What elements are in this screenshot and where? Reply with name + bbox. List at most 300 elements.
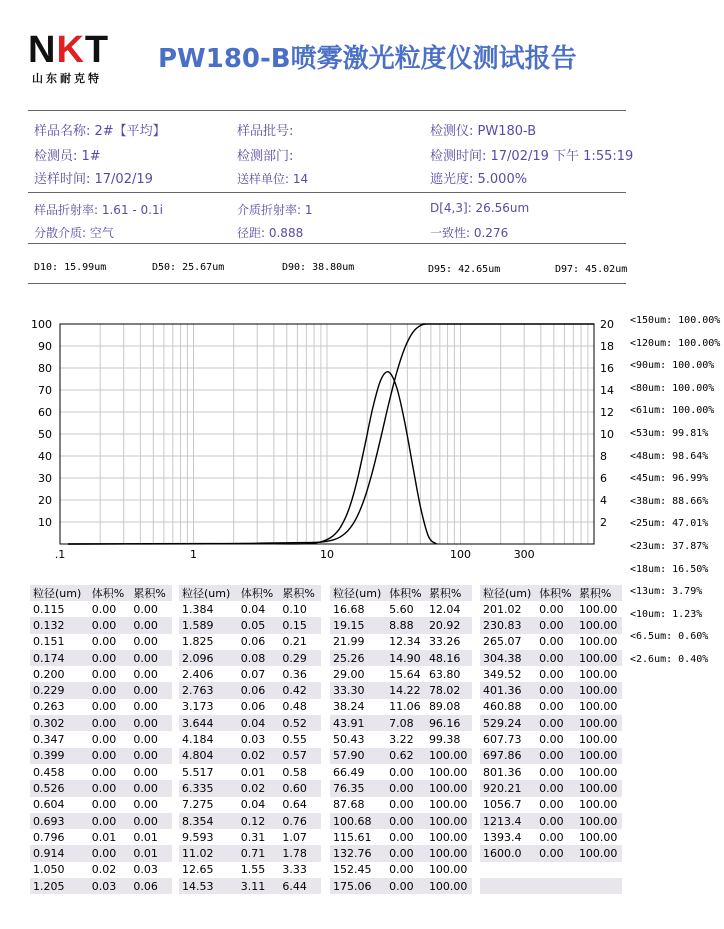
table-row [30, 780, 172, 796]
table-cell: 100.00 [576, 682, 622, 698]
table-cell: 3.644 [179, 715, 238, 731]
table-header-cell: 累积% [426, 585, 472, 601]
table-cell: 12.34 [389, 635, 421, 649]
table-cell: 50.43 [333, 733, 365, 747]
table-cell: 0.05 [238, 617, 280, 633]
y-left-tick-label: 50 [38, 428, 52, 441]
table-cell: 0.132 [30, 617, 89, 633]
table-cell: 0.76 [279, 813, 321, 829]
table-row [179, 699, 321, 715]
table-row [179, 634, 321, 650]
table-row [30, 797, 172, 813]
size-table [330, 585, 472, 894]
y-right-tick-label: 2 [600, 516, 607, 529]
table-cell: 0.00 [536, 845, 576, 861]
y-right-tick-label: 8 [600, 450, 607, 463]
table-cell: 100.00 [578, 700, 618, 714]
table-cell: 265.07 [483, 635, 522, 649]
table-header-cell: 粒径(um) [30, 585, 89, 601]
table-row [179, 797, 321, 813]
table-cell: 0.04 [240, 602, 266, 616]
y-left-tick-label: 60 [38, 406, 52, 419]
table-cell: 0.00 [539, 733, 564, 747]
sample-name: 样品名称: 2#【平均】 [34, 124, 166, 139]
table-cell: 0.57 [279, 748, 321, 764]
cumulative-item: <13um: 3.79% [630, 586, 703, 598]
table-cell: 0.55 [282, 733, 307, 747]
table-cell: 100.00 [428, 798, 468, 812]
chart-axes [31, 318, 614, 561]
sample-batch: 样品批号: [237, 124, 294, 139]
table-header-cell: 累积% [279, 585, 321, 601]
table-cell: 66.49 [333, 765, 365, 779]
table-cell: 99.38 [428, 733, 461, 747]
table-cell: 0.36 [282, 667, 307, 681]
table-cell: 0.04 [238, 715, 280, 731]
table-row [30, 650, 172, 666]
table-cell: 0.302 [30, 715, 89, 731]
table-cell: 0.00 [130, 617, 172, 633]
logo-subtitle: 山东耐克特 [32, 72, 102, 85]
table-cell: 100.00 [578, 667, 618, 681]
send-unit: 送样单位: 14 [237, 172, 309, 186]
table-cell: 0.00 [536, 748, 576, 764]
table-cell: 0.01 [240, 765, 266, 779]
table-cell: 7.08 [386, 715, 426, 731]
table-cell: 0.00 [91, 798, 117, 812]
table-cell: 0.458 [33, 765, 65, 779]
table-cell: 0.08 [238, 650, 280, 666]
table-cell: 0.00 [91, 733, 117, 747]
table-row [330, 682, 472, 698]
table-cell: 0.60 [279, 780, 321, 796]
table-cell: 1600.0 [480, 845, 536, 861]
table-cell: 0.29 [279, 650, 321, 666]
table-cell [536, 878, 576, 894]
table-cell: 0.00 [389, 863, 414, 877]
table-cell: 0.00 [536, 780, 576, 796]
table-cell: 0.00 [89, 780, 131, 796]
table-cell: 2.406 [182, 667, 214, 681]
table-row [480, 731, 622, 747]
table-cell: 304.38 [480, 650, 536, 666]
table-cell: 11.02 [179, 845, 238, 861]
cumulative-item: <90um: 100.00% [630, 360, 715, 372]
table-cell: 0.796 [33, 830, 65, 844]
divider [28, 283, 626, 284]
table-cell: 100.00 [578, 602, 618, 616]
cumulative-item: <10um: 1.23% [630, 608, 703, 620]
table-cell: 21.99 [333, 635, 365, 649]
table-cell: 0.00 [386, 780, 426, 796]
table-row [179, 845, 321, 861]
y-right-tick-label: 6 [600, 472, 607, 485]
cumulative-item: <6.5um: 0.60% [630, 631, 709, 643]
table-cell: 0.02 [91, 863, 117, 877]
table-row [480, 780, 622, 796]
table-row [179, 878, 321, 894]
table-cell: 100.00 [578, 733, 618, 747]
report-title: PW180-B喷雾激光粒度仪测试报告 [158, 44, 577, 74]
d95-value: D95: 42.65um [428, 264, 501, 275]
table-cell: 7.275 [182, 798, 214, 812]
table-row [30, 748, 172, 764]
table-cell: 0.01 [130, 845, 172, 861]
table-cell: 697.86 [480, 748, 536, 764]
table-row [179, 780, 321, 796]
table-cell: 0.00 [539, 635, 564, 649]
table-cell: 0.00 [91, 635, 117, 649]
table-cell: 100.00 [426, 845, 472, 861]
table-cell: 0.12 [238, 813, 280, 829]
table-row [330, 829, 472, 845]
table-row [179, 748, 321, 764]
table-cell: 801.36 [483, 765, 522, 779]
table-row [330, 601, 472, 617]
table-header-cell: 体积% [386, 585, 426, 601]
table-cell: 63.80 [428, 667, 461, 681]
table-row [30, 764, 172, 780]
table-cell: 132.76 [330, 845, 386, 861]
table-row [330, 634, 472, 650]
table-cell: 25.26 [330, 650, 386, 666]
table-cell: 201.02 [483, 602, 522, 616]
cumulative-item: <18um: 16.50% [630, 563, 709, 575]
y-right-tick-label: 4 [600, 494, 607, 507]
table-cell: 0.00 [130, 650, 172, 666]
table-cell: 1056.7 [483, 798, 522, 812]
table-cell: 0.00 [89, 715, 131, 731]
table-cell [480, 878, 536, 894]
table-row [179, 650, 321, 666]
table-cell: 6.335 [179, 780, 238, 796]
y-left-tick-label: 90 [38, 340, 52, 353]
table-cell: 0.00 [91, 602, 117, 616]
table-row [330, 748, 472, 764]
table-cell: 0.151 [33, 635, 65, 649]
table-cell: 100.00 [576, 748, 622, 764]
table-cell: 0.00 [130, 813, 172, 829]
table-cell: 0.04 [240, 798, 266, 812]
table-cell: 20.92 [426, 617, 472, 633]
table-header-row [30, 585, 172, 601]
table-cell: 0.02 [238, 748, 280, 764]
table-row [330, 845, 472, 861]
table-row [480, 878, 622, 894]
table-cell: 100.00 [578, 798, 618, 812]
table-cell: 1.050 [33, 863, 65, 877]
table-cell: 0.06 [240, 700, 266, 714]
table-header-cell: 累积% [576, 585, 622, 601]
table-cell: 4.804 [179, 748, 238, 764]
cumulative-item: <61um: 100.00% [630, 405, 715, 417]
table-cell: 0.06 [240, 635, 266, 649]
table-header-cell: 粒径(um) [330, 585, 386, 601]
table-cell: 100.00 [576, 845, 622, 861]
table-cell: 0.00 [539, 667, 564, 681]
table-cell: 0.00 [386, 878, 426, 894]
table-cell: 0.914 [30, 845, 89, 861]
table-cell [576, 862, 622, 878]
table-cell: 0.00 [539, 830, 564, 844]
table-cell: 0.229 [30, 682, 89, 698]
table-row [480, 813, 622, 829]
table-row [330, 813, 472, 829]
table-cell: 0.00 [536, 813, 576, 829]
table-cell: 100.00 [578, 830, 618, 844]
table-cell: 0.00 [133, 765, 158, 779]
table-cell: 1.589 [179, 617, 238, 633]
table-cell: 0.00 [133, 733, 158, 747]
table-cell: 11.06 [389, 700, 421, 714]
table-cell: 0.00 [91, 700, 117, 714]
table-cell: 0.06 [130, 878, 172, 894]
table-row [480, 715, 622, 731]
table-cell: 100.00 [576, 813, 622, 829]
cumulative-item: <23um: 37.87% [630, 541, 709, 552]
table-cell: 0.10 [282, 602, 307, 616]
table-cell: 100.00 [426, 878, 472, 894]
table-cell: 3.33 [282, 863, 307, 877]
x-tick-label: 1 [190, 548, 197, 561]
cumulative-item: <48um: 98.64% [630, 450, 709, 462]
table-cell: 0.00 [133, 667, 158, 681]
table-row [30, 634, 172, 650]
cumulative-item: <25um: 47.01% [630, 518, 709, 530]
table-row [480, 634, 622, 650]
table-row [30, 682, 172, 698]
table-header-cell: 体积% [536, 585, 576, 601]
table-header-row [480, 585, 622, 601]
y-left-tick-label: 20 [38, 494, 52, 507]
table-cell: 19.15 [330, 617, 386, 633]
table-row [30, 862, 172, 878]
table-cell: 0.00 [89, 650, 131, 666]
table-cell: 0.06 [238, 682, 280, 698]
table-row [330, 617, 472, 633]
table-cell: 0.48 [282, 700, 307, 714]
y-left-tick-label: 80 [38, 362, 52, 375]
table-cell: 0.07 [240, 667, 266, 681]
table-cell: 2.763 [179, 682, 238, 698]
table-cell: 0.01 [91, 830, 117, 844]
department: 检测部门: [237, 149, 294, 164]
table-cell: 100.00 [428, 765, 468, 779]
table-cell: 0.174 [30, 650, 89, 666]
table-cell: 0.00 [536, 715, 576, 731]
table-row [330, 715, 472, 731]
table-cell: 48.16 [426, 650, 472, 666]
x-tick-label: .1 [54, 548, 66, 561]
table-cell: 100.00 [578, 765, 618, 779]
table-cell: 0.00 [536, 617, 576, 633]
sample-refractive-index: 样品折射率: 1.61 - 0.1i [34, 203, 163, 217]
table-cell: 0.58 [282, 765, 307, 779]
table-cell: 230.83 [480, 617, 536, 633]
table-cell: 100.00 [426, 780, 472, 796]
table-row [480, 682, 622, 698]
table-cell: 460.88 [483, 700, 522, 714]
table-cell: 0.604 [33, 798, 65, 812]
size-table [480, 585, 622, 894]
table-cell: 0.00 [89, 845, 131, 861]
table-header-cell: 累积% [130, 585, 172, 601]
d43-value: D[4,3]: 26.56um [430, 201, 530, 215]
table-cell: 1.55 [240, 863, 266, 877]
table-cell: 0.00 [130, 715, 172, 731]
table-cell: 33.26 [428, 635, 461, 649]
table-row [30, 813, 172, 829]
d10-value: D10: 15.99um [34, 262, 107, 273]
table-header-cell: 粒径(um) [480, 585, 536, 601]
y-right-tick-label: 10 [600, 428, 614, 441]
table-cell: 0.115 [33, 602, 65, 616]
table-row [30, 731, 172, 747]
inspector: 检测员: 1# [34, 149, 101, 164]
table-cell [576, 878, 622, 894]
table-cell: 38.24 [333, 700, 365, 714]
table-cell: 0.347 [33, 733, 65, 747]
table-row [480, 617, 622, 633]
table-cell: 0.00 [133, 602, 158, 616]
table-header-row [179, 585, 321, 601]
table-cell: 1.78 [279, 845, 321, 861]
table-cell: 1393.4 [483, 830, 522, 844]
table-row [30, 715, 172, 731]
particle-size-chart [28, 312, 623, 570]
table-row [330, 764, 472, 780]
y-right-tick-label: 14 [600, 384, 614, 397]
table-cell: 100.68 [330, 813, 386, 829]
table-cell: 0.00 [130, 748, 172, 764]
table-cell: 115.61 [333, 830, 372, 844]
table-row [330, 731, 472, 747]
table-row [179, 682, 321, 698]
table-cell: 0.52 [279, 715, 321, 731]
table-row [330, 878, 472, 894]
table-cell: 0.00 [89, 748, 131, 764]
table-cell: 0.00 [539, 765, 564, 779]
medium-refractive-index: 介质折射率: 1 [237, 203, 313, 217]
table-cell [480, 862, 536, 878]
table-cell: 0.00 [133, 635, 158, 649]
table-cell: 5.517 [182, 765, 214, 779]
table-cell: 3.173 [182, 700, 214, 714]
table-row [179, 731, 321, 747]
table-row [330, 780, 472, 796]
table-row [30, 878, 172, 894]
table-header-cell: 体积% [89, 585, 131, 601]
cumulative-item: <80um: 100.00% [630, 382, 715, 394]
dispersant: 分散介质: 空气 [34, 226, 114, 240]
table-row [330, 797, 472, 813]
table-cell: 29.00 [333, 667, 365, 681]
table-cell: 16.68 [333, 602, 365, 616]
table-row [30, 601, 172, 617]
table-cell: 78.02 [426, 682, 472, 698]
table-cell: 0.03 [240, 733, 266, 747]
table-row [179, 862, 321, 878]
d97-value: D97: 45.02um [555, 264, 628, 275]
table-cell: 401.36 [480, 682, 536, 698]
table-cell: 0.42 [279, 682, 321, 698]
cumulative-item: <38um: 88.66% [630, 495, 709, 507]
table-row [30, 699, 172, 715]
table-row [30, 666, 172, 682]
y-right-tick-label: 18 [600, 340, 614, 353]
table-cell: 0.00 [539, 798, 564, 812]
table-cell: 3.22 [389, 733, 414, 747]
table-cell: 100.00 [426, 748, 472, 764]
table-cell: 0.00 [91, 667, 117, 681]
cumulative-item: <45um: 96.99% [630, 473, 709, 485]
table-row [330, 699, 472, 715]
table-row [30, 845, 172, 861]
table-cell: 0.03 [89, 878, 131, 894]
table-row [480, 845, 622, 861]
table-cell: 2.096 [179, 650, 238, 666]
table-row [480, 764, 622, 780]
table-cell: 14.90 [386, 650, 426, 666]
y-right-tick-label: 16 [600, 362, 614, 375]
table-row [179, 601, 321, 617]
y-right-tick-label: 20 [600, 318, 614, 331]
table-cell: 8.88 [386, 617, 426, 633]
table-cell: 14.53 [179, 878, 238, 894]
cumulative-item: <150um: 100.00% [630, 315, 721, 326]
table-row [480, 862, 622, 878]
table-row [179, 715, 321, 731]
table-header-row [330, 585, 472, 601]
table-cell: 920.21 [480, 780, 536, 796]
table-cell: 0.31 [240, 830, 266, 844]
table-cell: 15.64 [389, 667, 421, 681]
table-cell: 0.00 [539, 700, 564, 714]
table-cell: 0.02 [238, 780, 280, 796]
table-cell: 0.00 [89, 813, 131, 829]
table-cell: 57.90 [330, 748, 386, 764]
table-cell: 0.200 [33, 667, 65, 681]
uniformity: 一致性: 0.276 [430, 226, 509, 240]
table-cell: 1213.4 [480, 813, 536, 829]
x-tick-label: 10 [320, 548, 334, 561]
table-cell: 100.00 [576, 715, 622, 731]
table-cell: 4.184 [182, 733, 214, 747]
table-cell: 0.00 [89, 682, 131, 698]
d90-value: D90: 38.80um [282, 262, 355, 273]
cumulative-item: <120um: 100.00% [630, 337, 721, 349]
instrument: 检测仪: PW180-B [430, 124, 537, 139]
table-cell: 43.91 [330, 715, 386, 731]
table-cell: 9.593 [182, 830, 214, 844]
table-cell: 87.68 [333, 798, 365, 812]
table-cell: 1.205 [30, 878, 89, 894]
table-header-cell: 体积% [238, 585, 280, 601]
divider [28, 243, 626, 244]
span: 径距: 0.888 [237, 226, 304, 240]
table-cell: 0.00 [386, 845, 426, 861]
table-cell: 100.00 [428, 830, 468, 844]
table-cell: 0.00 [133, 700, 158, 714]
size-table [179, 585, 321, 894]
table-cell: 0.00 [91, 765, 117, 779]
table-cell: 1.384 [182, 602, 214, 616]
x-tick-label: 300 [513, 548, 535, 561]
divider [28, 110, 626, 111]
table-cell: 0.526 [30, 780, 89, 796]
table-cell: 76.35 [330, 780, 386, 796]
y-left-tick-label: 40 [38, 450, 52, 463]
